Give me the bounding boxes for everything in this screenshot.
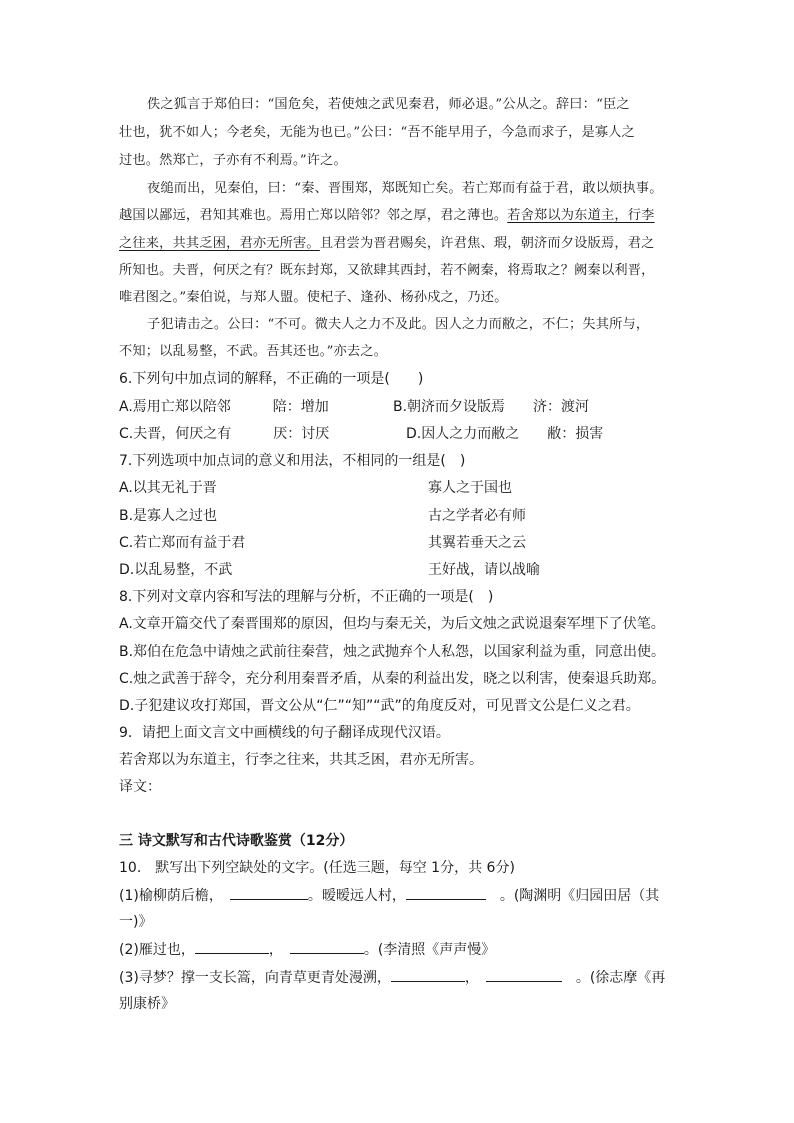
passage-line: 夜缒而出，见秦伯，曰：“秦、晋围郑，郑既知亡矣。若亡郑而有益于君，敢以烦执事。 [147,181,663,196]
question-10-item-3-cont: 别康桥》 [119,996,175,1012]
answer-blank[interactable] [391,967,465,982]
question-8-option-c: C.烛之武善于辞令，充分利用秦晋矛盾，从秦的利益出发，晓之以利害，使秦退兵助郑。 [119,671,666,687]
item-text: (2)雁过也， [119,942,195,958]
passage-line: 唯君图之。”秦伯说，与郑人盟。使杞子、逢孙、杨孙戍之，乃还。 [119,290,508,305]
question-10-item-2 [119,939,495,960]
question-8-option-b: B.郑伯在危急中请烛之武前往秦营，烛之武抛弃个人私怨，以国家利益为重，同意出使。 [119,644,666,660]
question-7-option-left: C.若亡郑而有益于君 [119,535,246,551]
section-3-title: 三 诗文默写和古代诗歌鉴赏（12分） [119,833,354,849]
passage-line [119,234,655,254]
answer-blank[interactable] [195,939,269,954]
question-8-option-d: D.子犯建议攻打郑国，晋文公从“仁”“知”“武”的角度反对，可见晋文公是仁义之君。 [119,698,640,714]
question-7-stem: 7.下列选项中加点词的意义和用法，不相同的一组是( ) [119,453,466,469]
passage-line [119,206,655,226]
item-text: ， [464,970,486,986]
question-6-option-c: C.夫晋，何厌之有 厌：讨厌 [119,426,330,442]
question-7-option-right: 寡人之于国也 [428,480,512,496]
passage-line: 所知也。夫晋，何厌之有？既东封郑，又欲肆其西封，若不阙秦，将焉取之？阙秦以利晋， [119,263,655,278]
question-10-stem: 10. 默写出下列空缺处的文字。(任选三题，每空 1分，共 6分) [119,860,515,876]
passage-line: 不知；以乱易整，不武。吾其还也。”亦去之。 [119,344,388,359]
item-text: ， [268,942,290,958]
question-9-stem: 9．请把上面文言文中画横线的句子翻译成现代汉语。 [119,725,450,741]
answer-blank[interactable] [406,885,486,900]
item-text: 。(徐志摩《再 [561,970,666,986]
question-6-option-a: A.焉用亡郑以陪邻 陪：增加 [119,399,329,415]
question-8-stem: 8.下列对文章内容和写法的理解与分析，不正确的一项是( ) [119,589,494,605]
question-10-item-1-cont: 一)》 [119,914,153,930]
item-text: 。(李清照《声声慢》 [363,942,496,958]
passage-line: 过也。然郑亡，子亦有不利焉。”许之。 [119,153,347,168]
passage-line: 壮也，犹不如人；今老矣，无能为也已。”公曰：“吾不能早用子，今急而求子，是寡人之 [119,125,636,140]
question-10-item-1 [119,885,659,906]
item-text: 。(陶渊明《归园田居（其 [485,888,660,904]
question-7-option-left: A.以其无礼于晋 [119,480,217,496]
question-8-option-a: A.文章开篇交代了秦晋围郑的原因，但均与秦无关，为后文烛之武说退秦军埋下了伏笔。 [119,616,665,632]
question-9-answer-label: 译文： [119,779,161,795]
question-9-sentence: 若舍郑以为东道主，行李之往来，共其乏困，君亦无所害。 [119,752,483,768]
question-7-option-right: 其翼若垂天之云 [428,535,526,551]
item-text: (1)榆柳荫后檐， [119,888,230,904]
question-6-stem: 6.下列句中加点词的解释，不正确的一项是( ) [119,371,424,387]
underlined-sentence: 之往来，共其乏困，君亦无所害。 [119,236,320,251]
item-text: (3)寻梦？撑一支长篙，向青草更青处漫溯， [119,970,391,986]
answer-blank[interactable] [230,885,308,900]
item-text: 。暧暧远人村， [307,888,406,904]
question-7-option-right: 王好战，请以战喻 [428,562,540,578]
question-10-item-3 [119,967,665,988]
answer-blank[interactable] [486,967,562,982]
question-7-option-left: B.是寡人之过也 [119,508,218,524]
answer-blank[interactable] [290,939,364,954]
passage-text: 且君尝为晋君赐矣，许君焦、瑕，朝济而夕设版焉，君之 [319,236,655,251]
passage-line: 佚之狐言于郑伯曰：“国危矣，若使烛之武见秦君，师必退。”公从之。辞曰：“臣之 [147,97,630,112]
question-6-option-d: D.因人之力而敝之 敝：损害 [406,426,604,442]
question-6-option-b: B.朝济而夕设版焉 济：渡河 [393,399,590,415]
question-7-option-left: D.以乱易整，不武 [119,562,233,578]
question-7-option-right: 古之学者必有师 [428,508,526,524]
passage-line: 子犯请击之。公曰：“不可。微夫人之力不及此。因人之力而敝之，不仁；失其所与， [147,317,650,332]
passage-text: 越国以鄙远，君知其难也。焉用亡郑以陪邻？邻之厚，君之薄也。 [119,208,508,223]
underlined-sentence: 若舍郑以为东道主，行李 [507,208,655,223]
